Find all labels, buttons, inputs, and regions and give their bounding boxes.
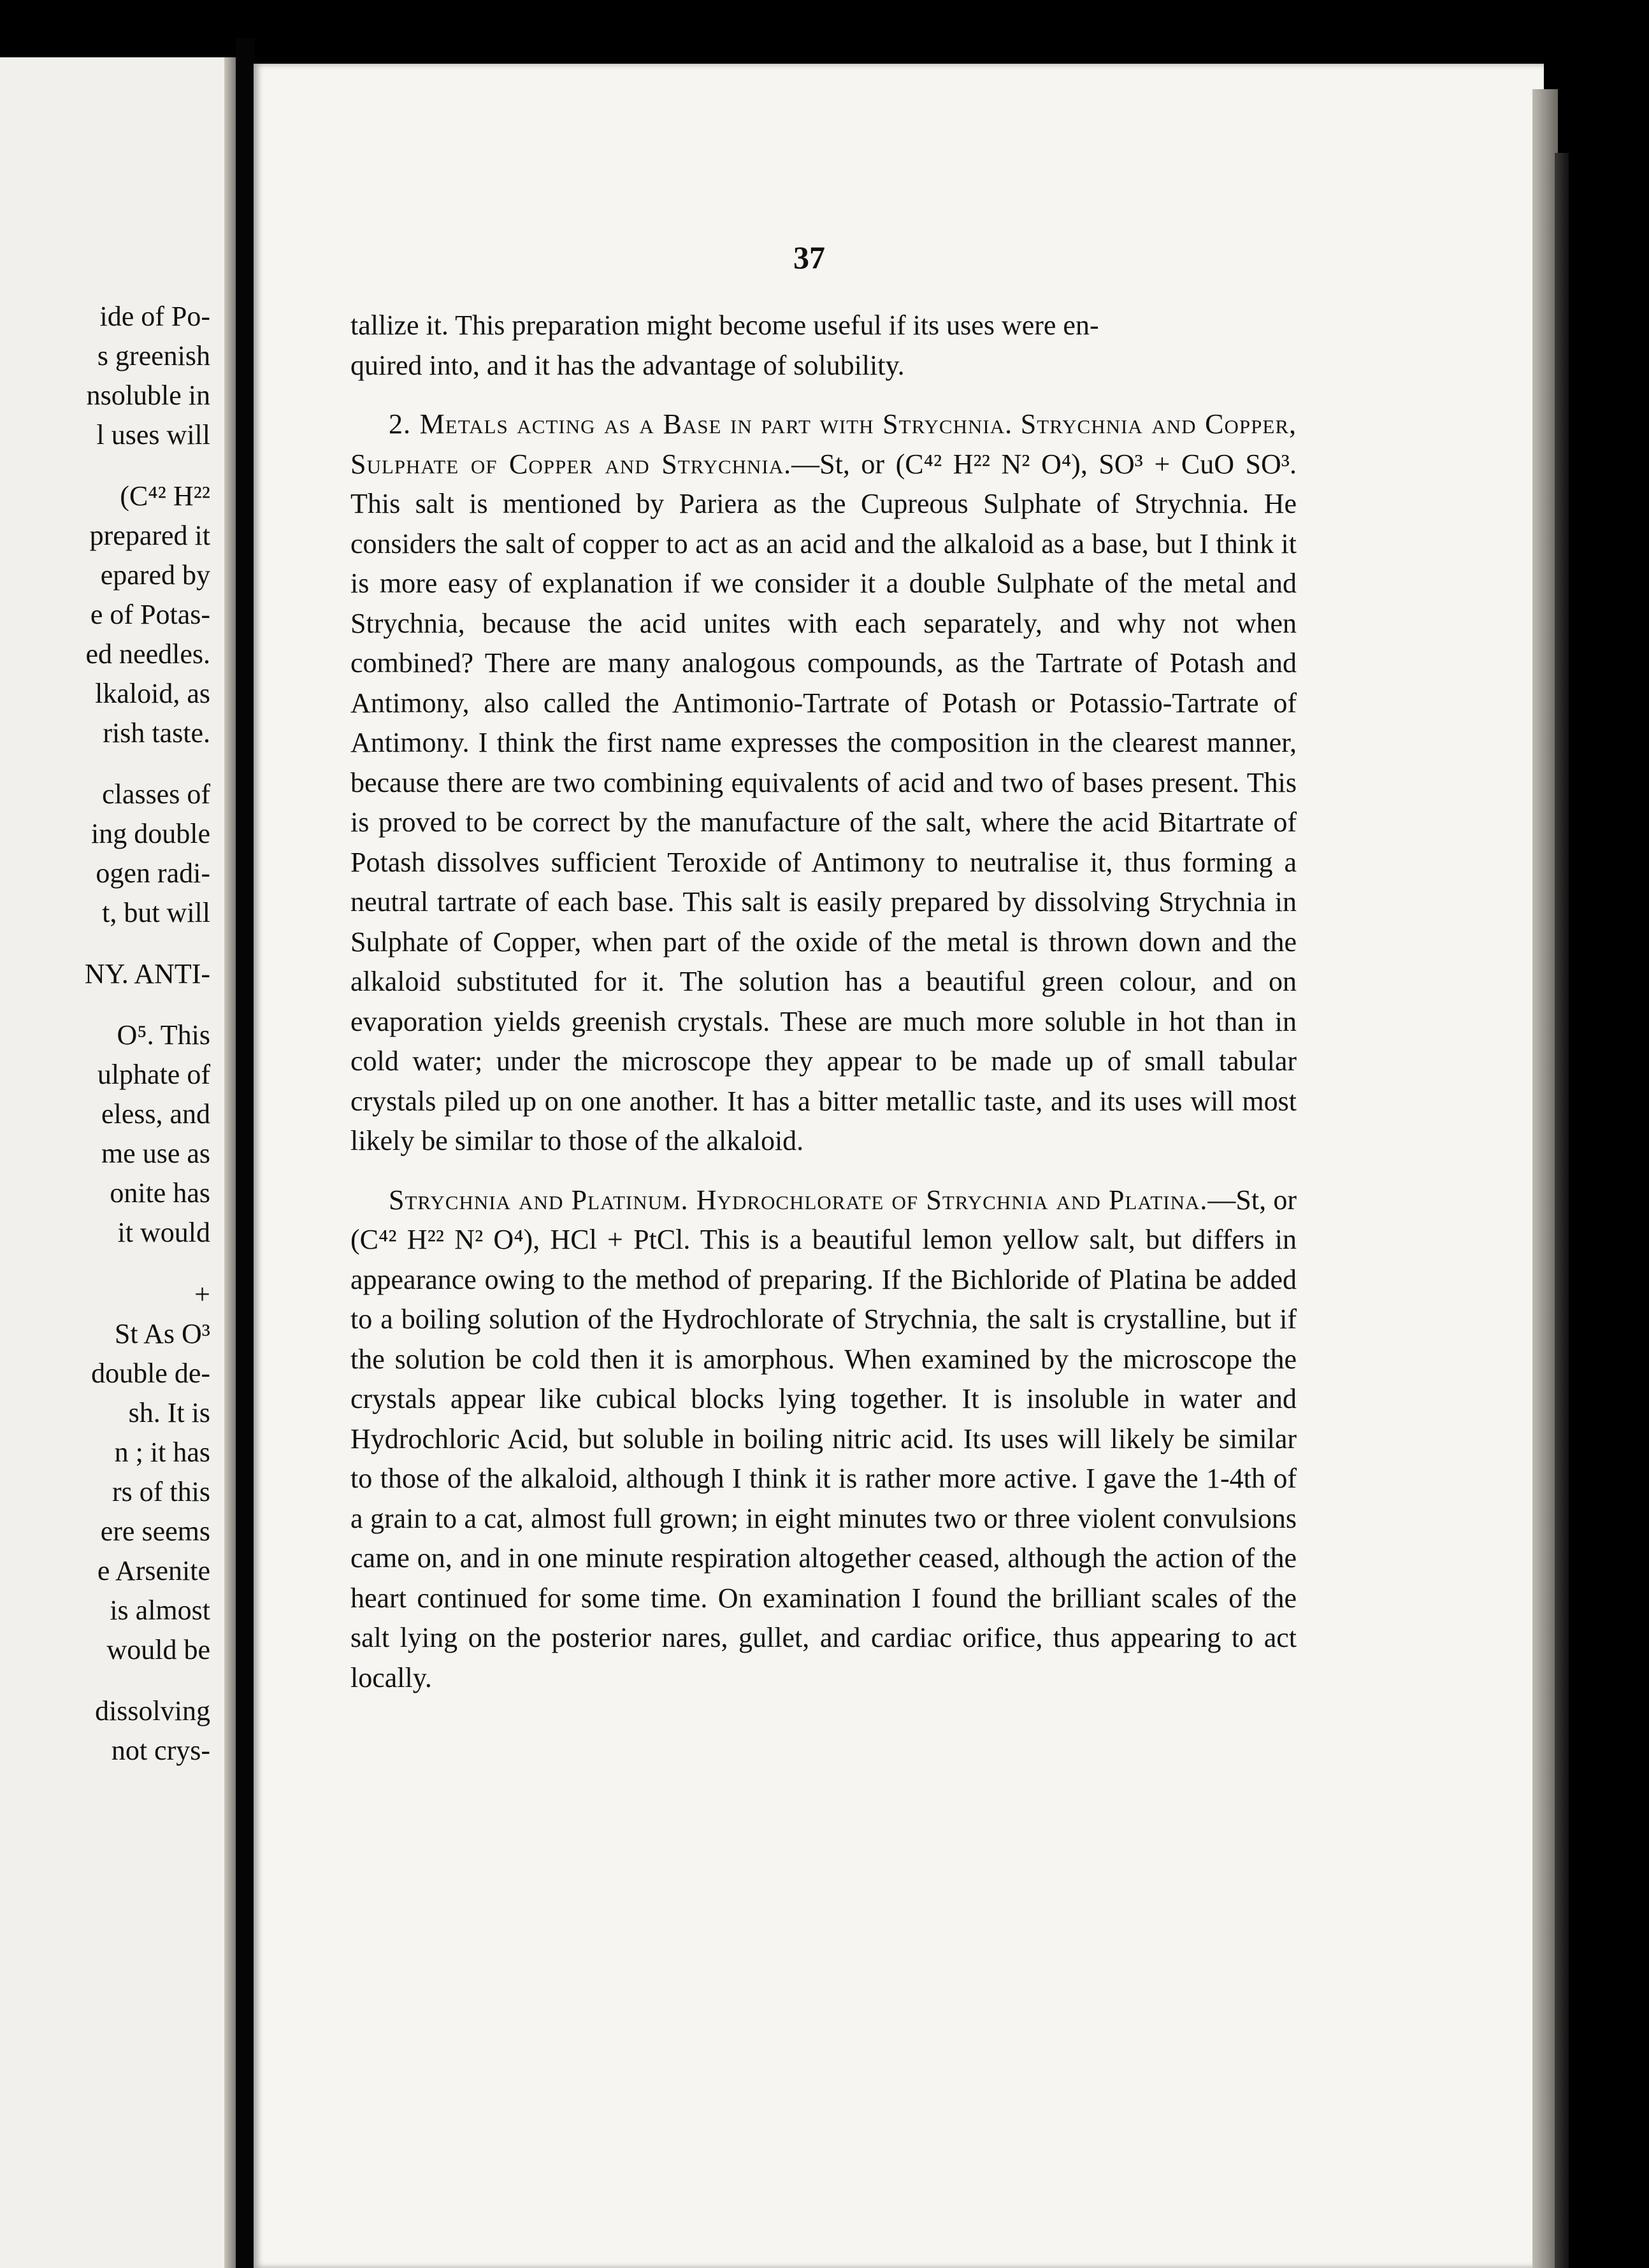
- previous-page-line: ogen radi-: [96, 858, 210, 889]
- previous-page-line: it would: [117, 1217, 210, 1249]
- previous-page-line: (C⁴² H²²: [120, 480, 210, 512]
- previous-page-line: St As O³: [114, 1317, 210, 1349]
- continuation-line-2: quired into, and it has the advantage of solubility.: [350, 349, 905, 381]
- previous-page-line: e of Potas-: [90, 599, 210, 631]
- book-edge: [1555, 153, 1569, 2268]
- previous-page-line: dissolving: [95, 1695, 210, 1726]
- page-body: [350, 306, 1297, 1698]
- page-number: 37: [793, 240, 825, 275]
- previous-page-line: O⁵. This: [117, 1019, 210, 1051]
- previous-page-line: nsoluble in: [86, 380, 210, 411]
- previous-page-line: onite has: [110, 1177, 210, 1209]
- previous-page-line: prepared it: [89, 520, 210, 552]
- previous-page-line: rs of this: [112, 1475, 210, 1507]
- previous-page-line: rish taste.: [103, 717, 210, 749]
- previous-page-line: t, but will: [102, 897, 210, 929]
- previous-page-fragment: [0, 57, 236, 2268]
- previous-page-line: l uses will: [96, 419, 210, 450]
- previous-page-line: n ; it has: [114, 1436, 210, 1468]
- continuation-line-1: tallize it. This preparation might become useful if its uses were en-: [350, 310, 1099, 341]
- previous-page-line: e Arsenite: [97, 1554, 210, 1586]
- previous-page-line: sh. It is: [128, 1396, 210, 1428]
- previous-page-line: ulphate of: [97, 1059, 210, 1091]
- section-subheading: Strychnia and Copper, Sulphate of Copper and Strychnia.: [350, 408, 1297, 480]
- previous-page-line: not crys-: [111, 1734, 210, 1766]
- book-spine: [236, 38, 255, 2268]
- copper-formula: —St, or (C⁴² H²² N² O⁴), SO³ + CuO SO³.: [791, 448, 1297, 480]
- previous-page-line: s greenish: [97, 340, 210, 371]
- platinum-formula: —St, or (C⁴² H²² N² O⁴), HCl + PtCl.: [350, 1184, 1297, 1255]
- previous-page-line: lkaloid, as: [95, 678, 210, 710]
- previous-page-line: epared by: [100, 559, 210, 591]
- previous-page-line: me use as: [101, 1138, 210, 1170]
- previous-page-line: would be: [106, 1633, 210, 1665]
- page-gutter-shadow: [224, 57, 236, 2268]
- previous-page-line: double de-: [91, 1357, 210, 1389]
- previous-page-line: eless, and: [101, 1098, 210, 1130]
- previous-page-line: ere seems: [100, 1515, 210, 1547]
- section-platinum-paragraph: [350, 1181, 1297, 1698]
- previous-page-line: classes of: [102, 779, 210, 810]
- platinum-text: This is a beautiful lemon yellow salt, but differs in appearance owing to the method of preparing. If the Bichloride of Platina be added to a boiling solution of the Hydrochlorate of Strychnia, the salt is crystalline, but if the solution be cold then it is amorphous. When examined by the microscope the crystals appear like cubical blocks lying together. It is insoluble in water and Hydrochloric Acid, but soluble in boiling nitric acid. Its uses will likely be similar to those of the alkaloid, although I think it is rather more active. I gave the 1-4th of a grain to a cat, almost full grown; in eight minutes two or three violent convulsions came on, and in one minute respiration altogether ceased, although the action of the heart continued for some time. On examination I found the brilliant scales of the salt lying on the posterior nares, gullet, and cardiac orifice, thus appearing to act locally.: [350, 1224, 1297, 1693]
- previous-page-line: NY. ANTI-: [84, 958, 210, 990]
- section-copper-paragraph: [350, 405, 1297, 1161]
- section-heading: 2. Metals acting as a Base in part with Strychnia.: [389, 408, 1013, 440]
- previous-page-line: +: [194, 1278, 210, 1310]
- previous-page-line: ed needles.: [85, 638, 210, 670]
- platinum-heading: Strychnia and Platinum. Hydrochlorate of Strychnia and Platina.: [389, 1184, 1208, 1216]
- previous-page-line: is almost: [110, 1594, 210, 1626]
- copper-text: This salt is mentioned by Pariera as the Cupreous Sulphate of Strychnia. He considers the salt of copper to act as an acid and the alkaloid as a base, but I think it is more easy of explanation if we consider it a double Sulphate of the metal and Strychnia, because the acid unites with each separately, and why not when combined? There are many analogous compounds, as the Tartrate of Potash and Antimony, also called the Antimonio-Tartrate of Potash or Potassio-Tartrate of Antimony. I think the first name expresses the composition in the clearest manner, because there are two combining equivalents of acid and two of bases present. This is proved to be correct by the manufacture of the salt, where the acid Bitartrate of Potash dissolves sufficient Teroxide of Antimony to neutralise it, thus forming a neutral tartrate of each base. This salt is easily prepared by dissolving Strychnia in Sulphate of Copper, when part of the oxide of the metal is thrown down and the alkaloid substituted for it. The solution has a beautiful green colour, and on evaporation yields greenish crystals. These are much more soluble in hot than in cold water; under the microscope they appear to be made up of small tabular crystals piled up on one another. It has a bitter metallic taste, and its uses will most likely be similar to those of the alkaloid.: [350, 488, 1297, 1156]
- previous-page-line: ing double: [91, 818, 210, 850]
- page-edge-shadow: [1532, 89, 1558, 2268]
- previous-page-line: ide of Po-: [99, 301, 210, 332]
